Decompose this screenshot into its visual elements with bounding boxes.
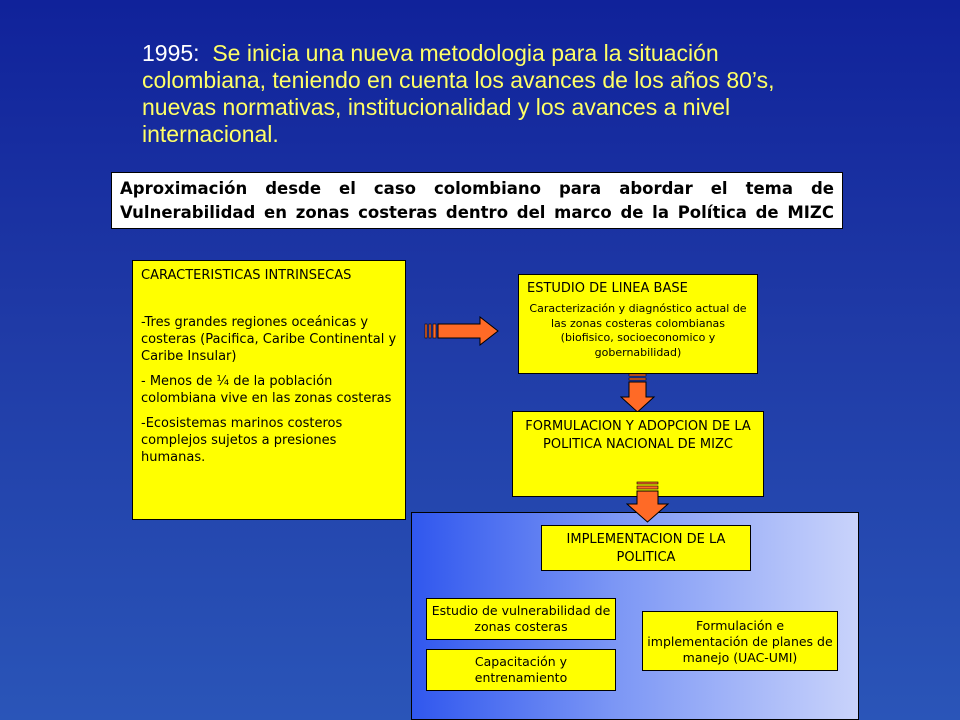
down-arrow-icon [626,481,670,523]
training-box [426,649,616,691]
characteristics-title: CARACTERISTICAS INTRINSECAS [141,268,352,283]
management-plans-box [642,611,838,671]
formulation-text: FORMULACION Y ADOPCION DE LA POLITICA NACIONAL DE MIZC [525,419,751,452]
vulnerability-text: Estudio de vulnerabilidad de zonas costeras [431,603,611,634]
banner-line-2: Vulnerabilidad en zonas costeras dentro del marco de la Política de MIZC [120,203,834,222]
baseline-description: Caracterización y diagnóstico actual de las zonas costeras colombianas (biofisico, socioeconomico y gobernabilidad) [529,302,747,359]
diagram-title-banner [111,172,843,229]
intro-text: Se inicia una nueva metodologia para la situación colombiana, teniendo en cuenta los avances de los años 80’s, nuevas normativas, institucionalidad y los avances a nivel internacional. [142,40,775,147]
baseline-study-box [518,274,758,374]
intro-year: 1995: [142,40,200,66]
implementation-title-box [541,525,751,571]
banner-line-1: Aproximación desde el caso colombiano para abordar el tema de [120,179,834,198]
down-arrow-icon [620,373,656,413]
baseline-title: ESTUDIO DE LINEA BASE [527,281,688,296]
vulnerability-study-box [426,598,616,640]
plans-text: Formulación e implementación de planes de manejo (UAC-UMI) [647,618,833,665]
right-arrow-icon [424,316,500,346]
implementation-title: IMPLEMENTACION DE LA POLITICA [566,532,726,565]
characteristics-box [132,260,406,520]
characteristics-item: -Ecosistemas marinos costeros complejos sujetos a presiones humanas. [141,416,343,465]
training-text: Capacitación y entrenamiento [474,654,568,685]
intro-paragraph [142,40,842,148]
characteristics-item: - Menos de ¼ de la población colombiana vive en las zonas costeras [141,374,392,406]
characteristics-item: -Tres grandes regiones oceánicas y costeras (Pacifica, Caribe Continental y Caribe Insular) [141,315,397,364]
